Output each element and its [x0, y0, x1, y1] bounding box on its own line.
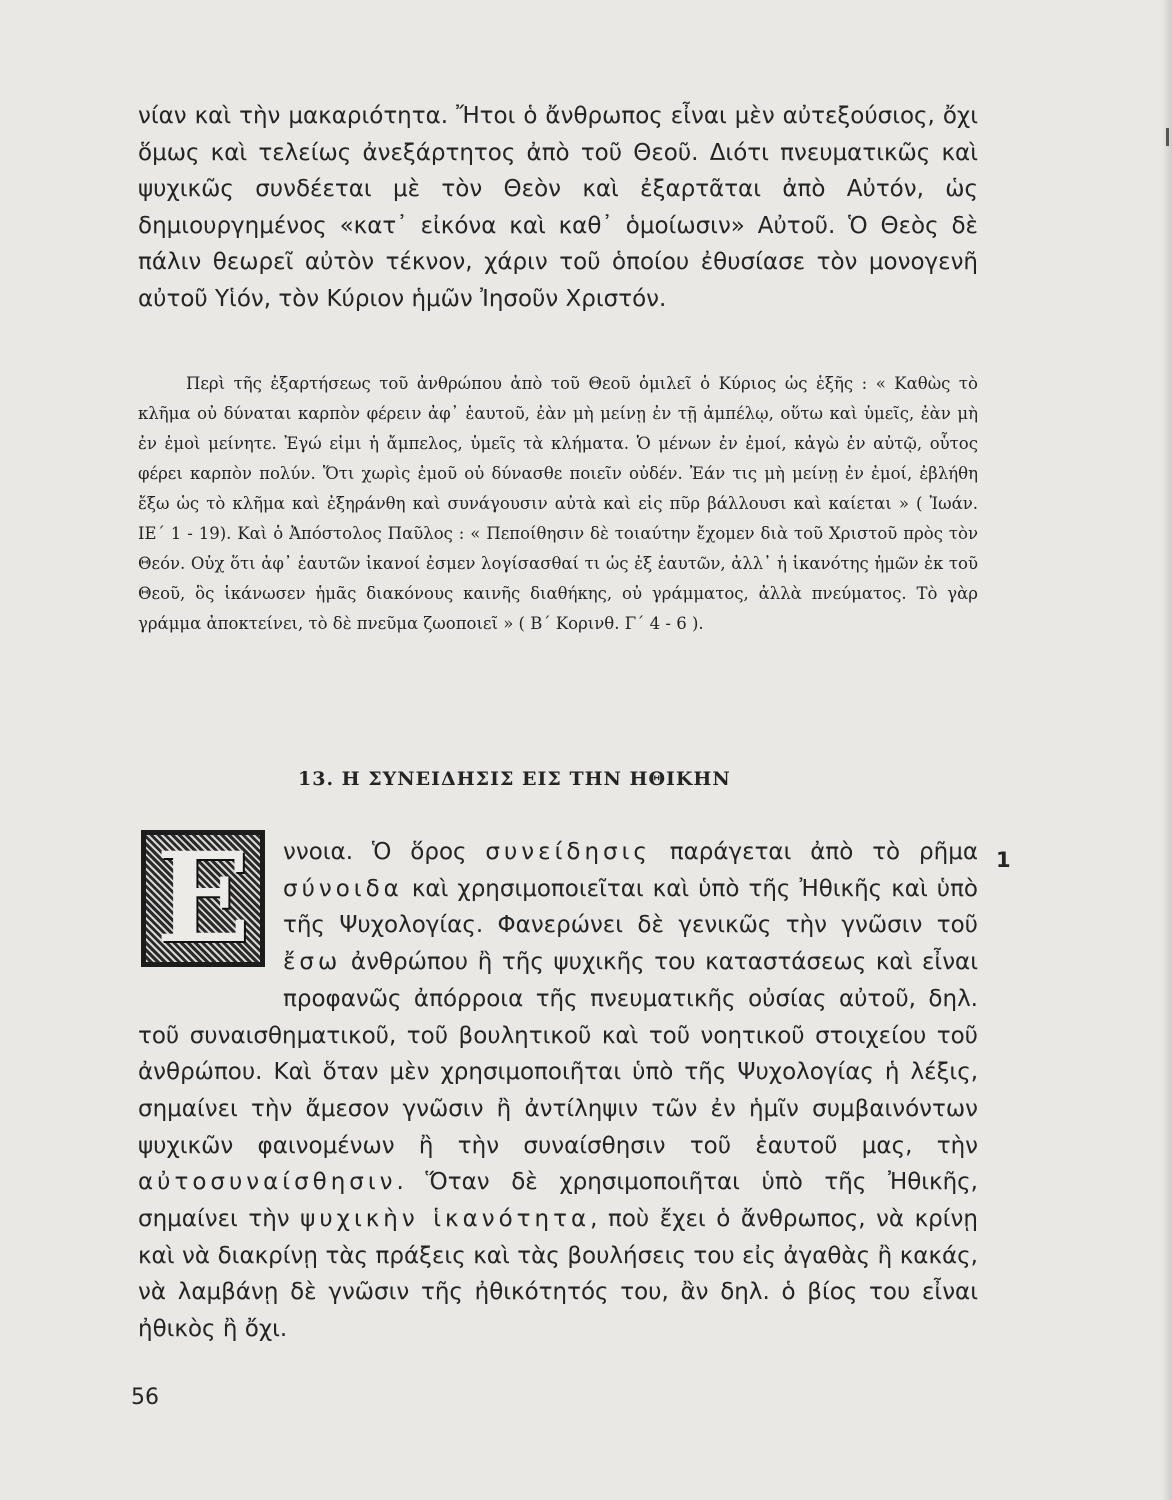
- dropcap-spacer: [138, 825, 283, 1014]
- text-run: ἀνθρώπου ἢ τῆς ψυχικῆς του καταστάσεως καὶ εἶναι προφανῶς ἀπόρροια τῆς πνευματικῆς οὐσίας αὐτοῦ, δηλ. τοῦ συναισθηματικοῦ, τοῦ βουλητικοῦ καὶ τοῦ νοητικοῦ στοιχείου τοῦ ἀνθρώπου. Καὶ ὅταν μὲν χρησιμοποιῆται ὑπὸ τῆς Ψυχολογίας ἡ λέξις, σημαίνει τὴν ἄμεσον γνῶσιν ἢ ἀντίληψιν τῶν ἐν ἡμῖν συμβαινόντων ψυχικῶν φαινομένων ἢ τὴν συναίσθησιν τοῦ ἑαυτοῦ μας, τὴν: [138, 949, 978, 1159]
- spaced-term: σύνοιδα: [283, 875, 403, 902]
- page-number: 56: [131, 1385, 159, 1410]
- spaced-term: συνείδησις: [485, 839, 651, 865]
- page-edge-shadow: [1162, 0, 1172, 1500]
- section-heading: 13. Η ΣΥΝΕΙΔΗΣΙΣ ΕΙΣ ΤΗΝ ΗΘΙΚΗΝ: [298, 768, 731, 790]
- margin-number: 1: [996, 848, 1011, 872]
- text-run: , ποὺ ἔχει ὁ ἄνθρωπος, νὰ κρίνῃ καὶ νὰ διακρίνῃ τὰς πράξεις καὶ τὰς βουλήσεις του εἰς ἀγαθὰς ἢ κακάς, νὰ λαμβάνῃ δὲ γνῶσιν τῆς ἠθικότητός του, ἂν δηλ. ὁ βίος του εἶναι ἠθικὸς ἢ ὄχι.: [138, 1206, 978, 1343]
- text-run: ννοια. Ὁ ὅρος: [283, 839, 486, 865]
- spaced-term: αὐτοσυναίσθησιν: [138, 1169, 397, 1196]
- text-run: καὶ χρησιμοποιεῖται καὶ ὑπὸ τῆς Ἠθικῆς καὶ ὑπὸ τῆς Ψυχολογίας. Φανερώνει δὲ γενικῶς τὴν γνῶσιν τοῦ: [283, 875, 978, 939]
- spaced-term: ἔσω: [283, 949, 342, 976]
- text-run: παράγεται ἀπὸ τὸ ρῆμα: [650, 839, 978, 865]
- scripture-quotation-paragraph: Περὶ τῆς ἐξαρτήσεως τοῦ ἀνθρώπου ἀπὸ τοῦ Θεοῦ ὁμιλεῖ ὁ Κύριος ὡς ἑξῆς : « Καθὼς τὸ κλῆμα οὐ δύναται καρπὸν φέρειν ἀφ᾽ ἑαυτοῦ, ἐὰν μὴ μείνῃ ἐν τῇ ἀμπέλῳ, οὕτω καὶ ὑμεῖς, ἐὰν μὴ ἐν ἐμοὶ μείνητε. Ἐγώ εἰμι ἡ ἄμπελος, ὑμεῖς τὰ κλήματα. Ὁ μένων ἐν ἐμοί, κἀγὼ ἐν αὐτῷ, οὗτος φέρει καρπὸν πολύν. Ὅτι χωρὶς ἐμοῦ οὐ δύνασθε ποιεῖν οὐδέν. Ἐάν τις μὴ μείνῃ ἐν ἐμοί, ἐβλήθη ἔξω ὡς τὸ κλῆμα καὶ ἐξηράνθη καὶ συνάγουσιν αὐτὰ καὶ εἰς πῦρ βάλλουσι καὶ καίεται » ( Ἰωάν. ΙΕ΄ 1 - 19). Καὶ ὁ Ἀπόστολος Παῦλος : « Πεποίθησιν δὲ τοιαύτην ἔχομεν διὰ τοῦ Χριστοῦ πρὸς τὸν Θεόν. Οὐχ ὅτι ἀφ᾽ ἑαυτῶν ἱκανοί ἐσμεν λογίσασθαί τι ὡς ἐξ ἑαυτῶν, ἀλλ᾽ ἡ ἱκανότης ἡμῶν ἐκ τοῦ Θεοῦ, ὃς ἱκάνωσεν ἡμᾶς διακόνους καινῆς διαθήκης, οὐ γράμματος, ἀλλὰ πνεύματος. Τὸ γὰρ γράμμα ἀποκτείνει, τὸ δὲ πνεῦμα ζωοποιεῖ » ( Β΄ Κορινθ. Γ΄ 4 - 6 ).: [138, 374, 978, 633]
- edge-mark: [1166, 128, 1169, 146]
- text-run: . Ὅταν δὲ χρησιμοποιῆται ὑπὸ τῆς Ἠθικῆς, σημαίνει τὴν: [138, 1169, 978, 1233]
- paragraph-continuation: νίαν καὶ τὴν μακαριότητα. Ἤτοι ὁ ἄνθρωπος εἶναι μὲν αὐτεξούσιος, ὄχι ὅμως καὶ τελείως ἀνεξάρτητος ἀπὸ τοῦ Θεοῦ. Διότι πνευματικῶς καὶ ψυχικῶς συνδέεται μὲ τὸν Θεὸν καὶ ἐξαρτᾶται ἀπὸ Αὐτόν, ὡς δημιουργημένος «κατ᾽ εἰκόνα καὶ καθ᾽ ὁμοίωσιν» Αὐτοῦ. Ὁ Θεὸς δὲ πάλιν θεωρεῖ αὐτὸν τέκνον, χάριν τοῦ ὁποίου ἐθυσίασε τὸν μονογενῆ αὐτοῦ Υἱόν, τὸν Κύριον ἡμῶν Ἰησοῦν Χριστόν.: [138, 103, 978, 312]
- dropcap-letter: E: [155, 825, 251, 971]
- definition-flow: [138, 825, 978, 1348]
- spaced-term: ψυχικὴν ἱκανότητα: [300, 1206, 591, 1233]
